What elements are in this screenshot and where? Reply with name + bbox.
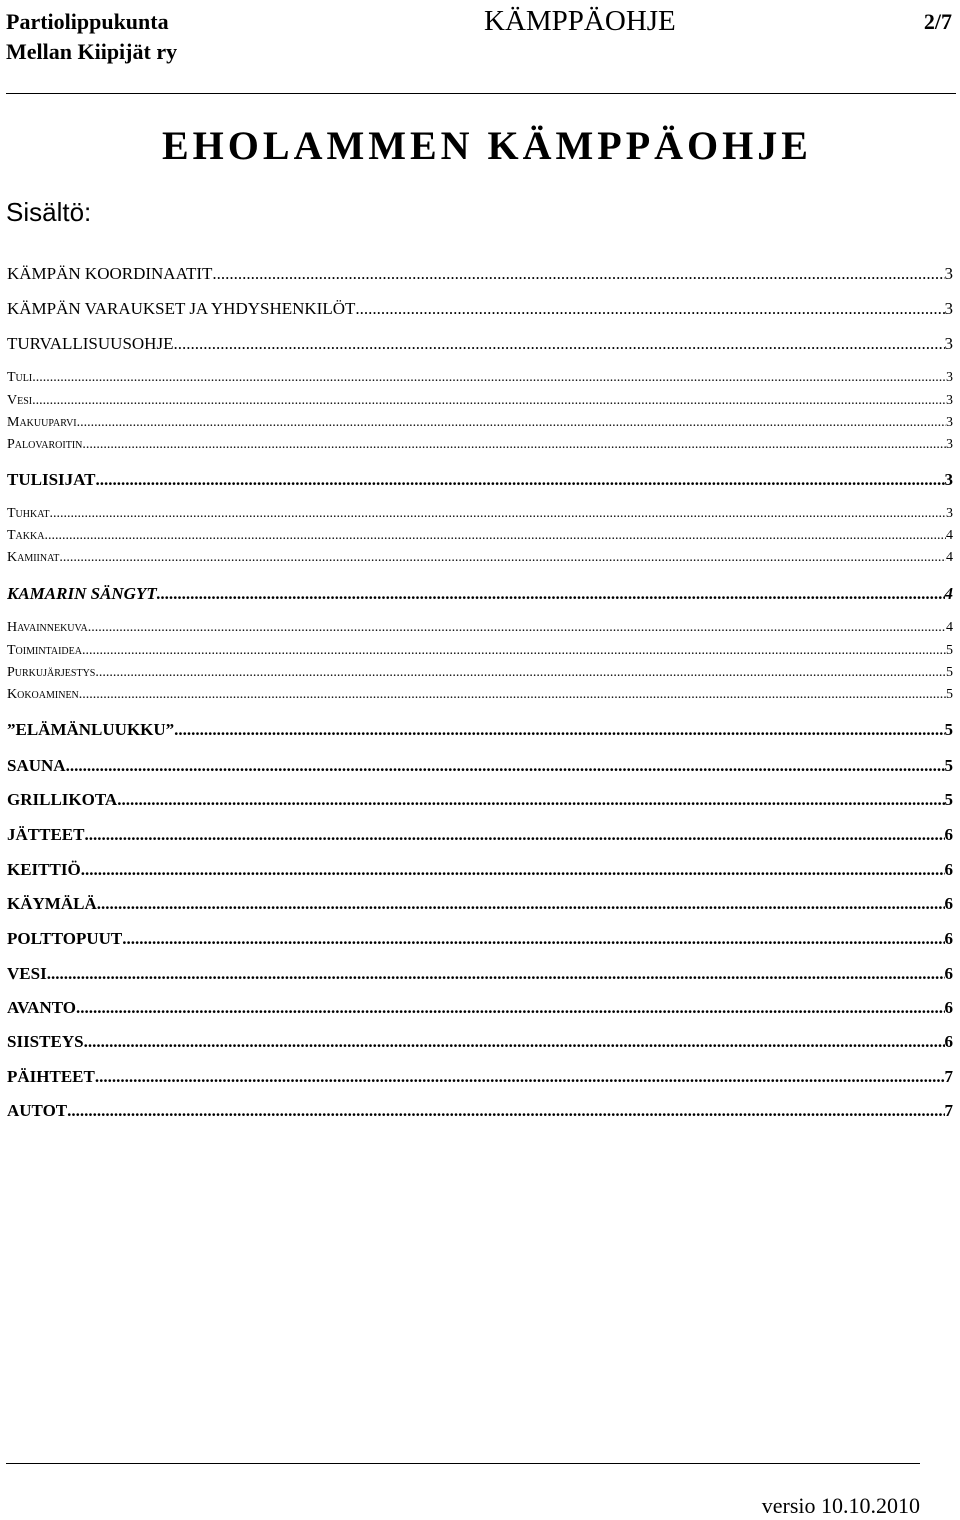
toc-entry-page: 6 (944, 964, 953, 983)
toc-entry[interactable] (7, 790, 953, 814)
header-divider (6, 93, 956, 94)
toc-entry[interactable] (7, 370, 953, 394)
toc-entry[interactable] (7, 506, 953, 530)
toc-entry-label: VESI (7, 964, 47, 983)
toc-entry[interactable] (7, 825, 953, 849)
toc-entry-label: Makuuparvi (7, 415, 77, 430)
toc-entry-page: 4 (946, 528, 953, 543)
toc-entry-label: GRILLIKOTA (7, 790, 118, 809)
header-organization-line1: Partiolippukunta (6, 9, 169, 34)
header-organization-line2: Mellan Kiipijät ry (6, 39, 178, 64)
toc-entry[interactable] (7, 894, 953, 918)
toc-leader-dots (355, 299, 944, 319)
toc-leader-dots (59, 550, 946, 566)
toc-entry-label: KÄMPÄN VARAUKSET JA YHDYSHENKILÖT (7, 299, 356, 318)
toc-entry-page: 6 (944, 1032, 953, 1051)
toc-entry-label: POLTTOPUUT (7, 929, 123, 948)
toc-leader-dots (122, 929, 944, 949)
toc-entry[interactable] (7, 264, 953, 288)
toc-entry[interactable] (7, 550, 953, 574)
toc-entry-page: 4 (946, 550, 953, 565)
toc-entry[interactable] (7, 299, 953, 323)
toc-entry[interactable] (7, 929, 953, 953)
toc-entry-label: SIISTEYS (7, 1032, 84, 1051)
toc-entry-page: 3 (946, 506, 953, 521)
toc-entry-label: Havainnekuva (7, 620, 88, 635)
toc-leader-dots (173, 334, 944, 354)
toc-entry-label: KÄMPÄN KOORDINAATIT (7, 264, 213, 283)
toc-entry-label: Kokoaminen (7, 687, 79, 702)
toc-leader-dots (32, 370, 946, 386)
toc-entry[interactable] (7, 334, 953, 358)
toc-entry-page: 7 (944, 1101, 953, 1120)
toc-leader-dots (49, 506, 946, 522)
toc-entry[interactable] (7, 860, 953, 884)
toc-entry[interactable] (7, 1032, 953, 1056)
toc-entry[interactable] (7, 643, 953, 667)
toc-leader-dots (97, 894, 945, 914)
toc-entry-label: Palovaroitin (7, 437, 83, 452)
toc-entry-page: 3 (944, 264, 953, 283)
toc-leader-dots (157, 584, 945, 604)
toc-entry-label: Tuhkat (7, 506, 50, 521)
toc-leader-dots (44, 528, 946, 544)
toc-entry-page: 6 (944, 998, 953, 1017)
toc-entry-page: 5 (944, 756, 953, 775)
toc-leader-dots (76, 998, 945, 1018)
toc-entry-label: Purkujärjestys (7, 665, 96, 680)
toc-leader-dots (32, 393, 946, 409)
toc-entry-label: Kamiinat (7, 550, 60, 565)
toc-entry-page: 3 (946, 370, 953, 385)
toc-entry[interactable] (7, 528, 953, 552)
toc-entry-label: KAMARIN SÄNGYT (7, 584, 157, 603)
toc-leader-dots (95, 1067, 945, 1087)
toc-leader-dots (47, 964, 945, 984)
toc-entry[interactable] (7, 620, 953, 644)
toc-entry-label: AVANTO (7, 998, 76, 1017)
toc-entry[interactable] (7, 964, 953, 988)
toc-leader-dots (212, 264, 944, 284)
toc-entry-page: 3 (946, 393, 953, 408)
document-title: EHOLAMMEN KÄMPPÄOHJE (162, 123, 812, 168)
toc-entry-page: 3 (944, 334, 953, 353)
toc-heading: Sisältö: (6, 197, 92, 227)
toc-entry-page: 4 (946, 620, 953, 635)
toc-entry-page: 3 (946, 415, 953, 430)
toc-entry[interactable] (7, 393, 953, 417)
toc-entry[interactable] (7, 665, 953, 689)
header-title: KÄMPPÄOHJE (484, 5, 676, 37)
toc-entry-label: Vesi (7, 393, 33, 408)
toc-entry-page: 5 (944, 720, 953, 739)
toc-entry-page: 7 (944, 1067, 953, 1086)
toc-entry-label: Takka (7, 528, 45, 543)
toc-entry-page: 5 (946, 687, 953, 702)
toc-entry-page: 3 (944, 299, 953, 318)
toc-leader-dots (67, 1101, 944, 1121)
toc-entry-page: 6 (944, 825, 953, 844)
toc-entry-page: 4 (944, 584, 953, 603)
toc-entry-label: Toimintaidea (7, 643, 82, 658)
toc-entry-label: KÄYMÄLÄ (7, 894, 97, 913)
toc-entry[interactable] (7, 437, 953, 461)
toc-leader-dots (82, 643, 946, 659)
toc-entry[interactable] (7, 415, 953, 439)
toc-leader-dots (88, 620, 946, 636)
toc-entry-label: TURVALLISUUSOHJE (7, 334, 174, 353)
toc-entry-label: AUTOT (7, 1101, 68, 1120)
toc-entry-label: JÄTTEET (7, 825, 85, 844)
toc-entry-label: PÄIHTEET (7, 1067, 95, 1086)
toc-leader-dots (96, 470, 945, 490)
toc-entry[interactable] (7, 584, 953, 608)
toc-entry[interactable] (7, 720, 953, 744)
toc-entry-label: TULISIJAT (7, 470, 96, 489)
toc-entry-page: 5 (946, 665, 953, 680)
toc-entry[interactable] (7, 756, 953, 780)
toc-entry-label: ”ELÄMÄNLUUKKU” (7, 720, 175, 739)
footer-divider (6, 1463, 920, 1464)
toc-leader-dots (84, 825, 944, 845)
toc-leader-dots (79, 687, 946, 703)
toc-entry[interactable] (7, 1067, 953, 1091)
toc-entry-page: 3 (946, 437, 953, 452)
toc-leader-dots (117, 790, 944, 810)
header-page-number: 2/7 (923, 9, 952, 34)
toc-entry-label: SAUNA (7, 756, 66, 775)
toc-entry-page: 6 (944, 860, 953, 879)
toc-leader-dots (95, 665, 946, 681)
toc-leader-dots (174, 720, 944, 740)
toc-entry[interactable] (7, 470, 953, 494)
toc-entry-page: 5 (944, 790, 953, 809)
toc-entry-page: 5 (946, 643, 953, 658)
footer-version: versio 10.10.2010 (761, 1493, 920, 1518)
toc-entry[interactable] (7, 998, 953, 1022)
toc-entry[interactable] (7, 687, 953, 711)
toc-entry-page: 6 (944, 929, 953, 948)
toc-leader-dots (84, 1032, 945, 1052)
toc-leader-dots (77, 415, 946, 431)
toc-leader-dots (82, 437, 946, 453)
toc-leader-dots (66, 756, 945, 776)
toc-entry-label: Tuli (7, 370, 33, 385)
toc-entry-page: 3 (944, 470, 953, 489)
toc-entry-page: 6 (944, 894, 953, 913)
toc-entry-label: KEITTIÖ (7, 860, 81, 879)
toc-entry[interactable] (7, 1101, 953, 1125)
toc-leader-dots (81, 860, 945, 880)
